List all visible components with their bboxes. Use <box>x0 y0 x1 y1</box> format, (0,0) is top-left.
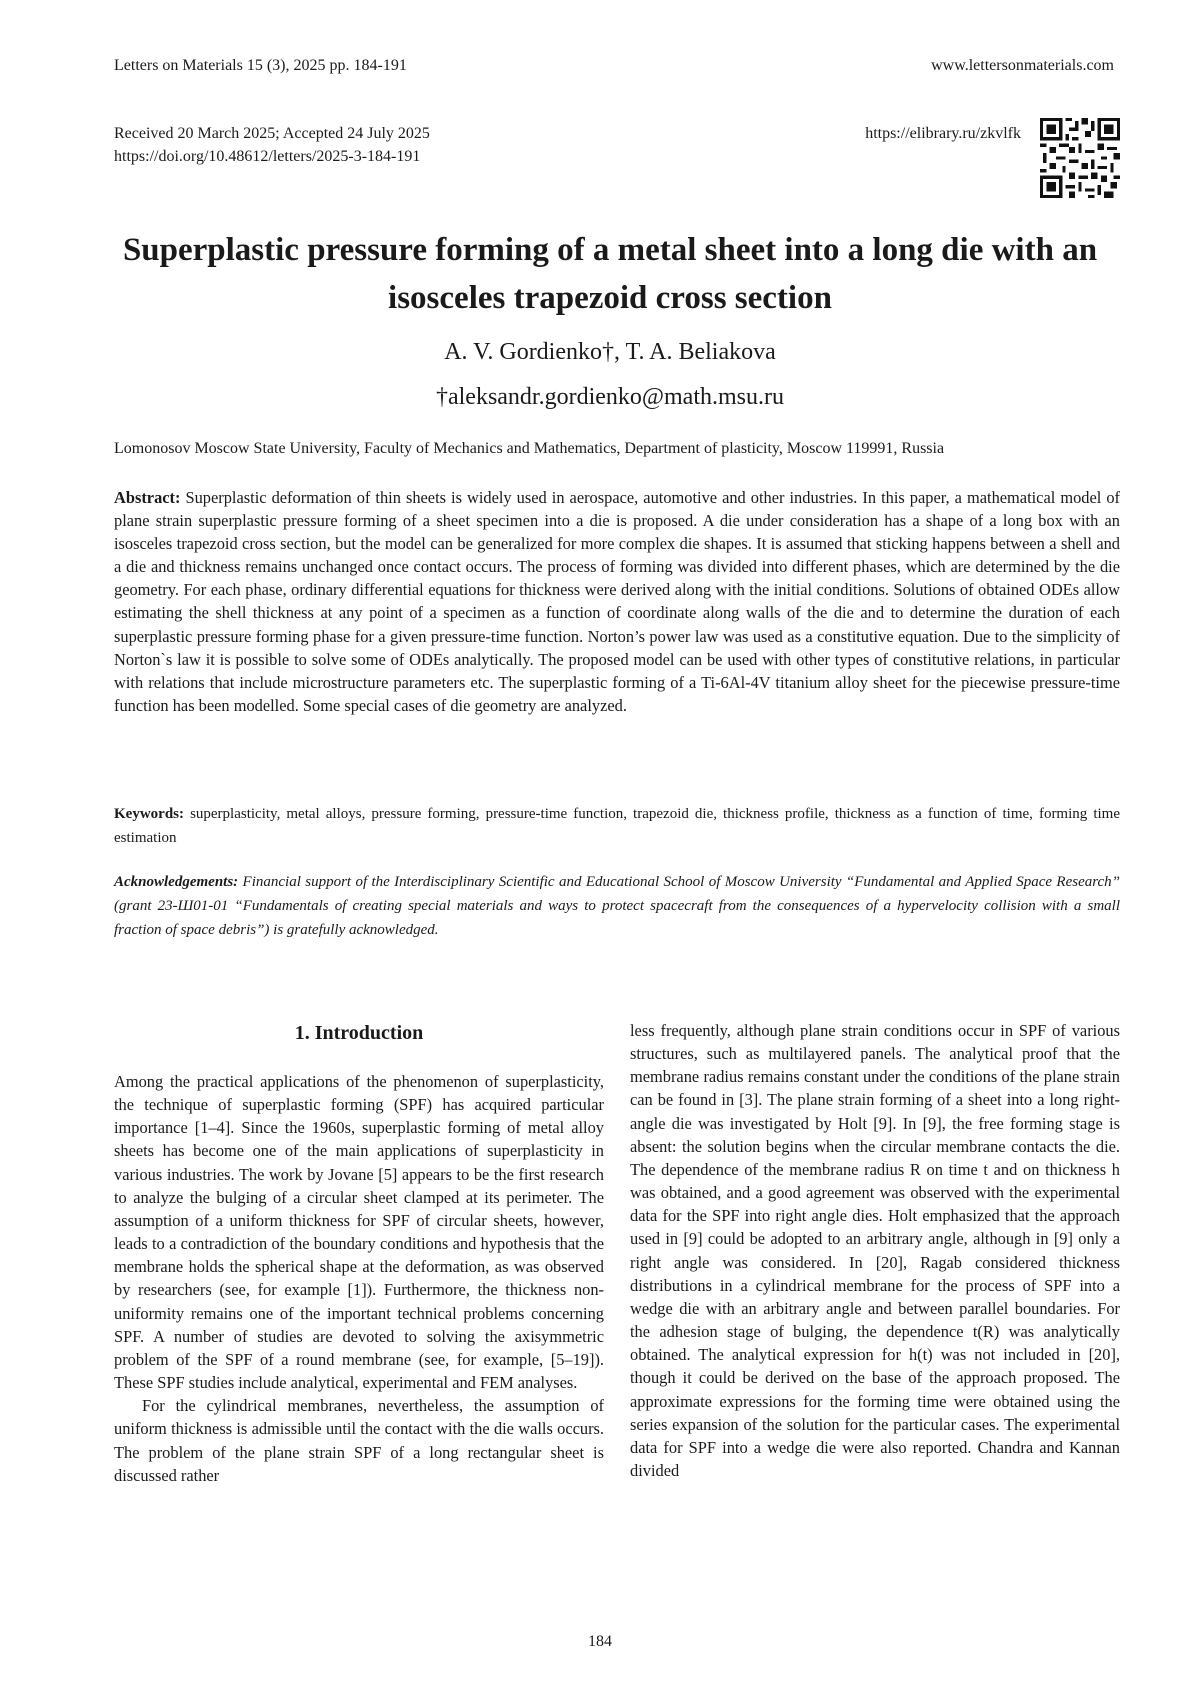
intro-paragraph-2: For the cylindrical membranes, nevertheless, the assumption of uniform thickness is admissible until the contact with the die walls occurs. The problem of the plane strain SPF of a long rectangular sheet is discussed rather <box>114 1396 604 1485</box>
right-column <box>630 1019 1120 1482</box>
acknowledgements-text: Financial support of the Interdisciplinary Scientific and Educational School of Moscow University “Fundamental and Applied Space Research” (grant 23-Ш01-01 “Fundamentals of creating special materials and ways to protect spacecraft from the consequences of a hypervelocity collision with a small fraction of space debris”) is gratefully acknowledged. <box>114 874 1121 938</box>
abstract <box>114 486 1120 717</box>
page-number: 184 <box>588 1633 612 1650</box>
keywords <box>114 802 1120 850</box>
keywords-label: Keywords: <box>114 806 184 822</box>
qr-code-icon <box>1040 118 1120 198</box>
doi-link[interactable]: https://doi.org/10.48612/letters/2025-3-184-191 <box>114 148 421 165</box>
website-link[interactable]: www.lettersonmaterials.com <box>931 57 1114 74</box>
received-dates: Received 20 March 2025; Accepted 24 July 2025 <box>114 125 430 142</box>
abstract-text: Superplastic deformation of thin sheets is widely used in aerospace, automotive and other industries. In this paper, a mathematical model of plane strain superplastic pressure forming of a sheet specimen into a die is proposed. A die under consideration has a shape of a long box with an isosceles trapezoid cross section, but the model can be generalized for more complex die shapes. It is assumed that sticking happens between a shell and a die and thickness remains unchanged once contact occurs. The process of forming was divided into different phases, which are determined by the die geometry. For each phase, ordinary differential equations for thickness were derived along with the initial conditions. Solutions of obtained ODEs allow estimating the shell thickness at any point of a specimen as a function of coordinate along walls of the die and to determine the duration of each superplastic pressure forming phase for a given pressure-time function. Norton’s power law was used as a constitutive equation. Due to the simplicity of Norton`s law it is possible to solve some of ODEs analytically. The proposed model can be used with other types of constitutive relations, in particular with relations that include microstructure parameters etc. The superplastic forming of a Ti-6Al-4V titanium alloy sheet for the piecewise pressure-time function has been modelled. Some special cases of die geometry are analyzed. <box>114 488 1120 715</box>
left-column <box>114 1020 604 1487</box>
article-meta <box>114 122 430 168</box>
authors: A. V. Gordienko†, T. A. Beliakova <box>444 339 776 365</box>
acknowledgements-label: Acknowledgements: <box>114 874 239 890</box>
elibrary-link[interactable]: https://elibrary.ru/zkvlfk <box>865 125 1021 142</box>
intro-paragraph-3: less frequently, although plane strain conditions occur in SPF of various structures, such as multilayered panels. The analytical proof that the membrane radius remains constant under the conditions of the plane strain can be found in [3]. The plane strain forming of a sheet into a long right-angle die was investigated by Holt [9]. In [9], the free forming stage is absent: the solution begins when the circular membrane contacts the die. The dependence of the membrane radius R on time t and on thickness h was obtained, and a good agreement was observed with the experimental data for the SPF into right angle dies. Holt emphasized that the approach used in [9] could be adopted to an arbitrary angle, although in [9] only a right angle was considered. In [20], Ragab considered thickness distributions in a cylindrical membrane for the process of SPF into a wedge die with an arbitrary angle and between parallel boundaries. For the adhesion stage of bulging, the dependence t(R) was analytically obtained. The analytical expression for h(t) was not included in [20], though it could be derived on the base of the approach proposed. The approximate expressions for the forming time were obtained using the series expansion of the solution for the particular cases. The experimental data for SPF into a wedge die were also reported. Chandra and Kannan divided <box>630 1021 1120 1480</box>
acknowledgements <box>114 870 1120 942</box>
keywords-text: superplasticity, metal alloys, pressure forming, pressure-time function, trapezoid die, thickness profile, thickness as a function of time, forming time estimation <box>114 806 1120 846</box>
affiliation: Lomonosov Moscow State University, Faculty of Mechanics and Mathematics, Department of plasticity, Moscow 119991, Russia <box>114 440 945 457</box>
paper-title: Superplastic pressure forming of a metal sheet into a long die with an isosceles trapezoid cross section <box>122 232 1098 316</box>
intro-paragraph-1: Among the practical applications of the phenomenon of superplasticity, the technique of superplastic forming (SPF) has acquired particular importance [1–4]. Since the 1960s, superplastic forming of metal alloy sheets has become one of the main applications of superplasticity in various industries. The work by Jovane [5] appears to be the first research to analyze the bulging of a circular sheet clamped at its perimeter. The assumption of a uniform thickness for SPF of circular sheets, however, leads to a contradiction of the boundary conditions and hypothesis that the membrane holds the spherical shape at the deformation, as was observed by researchers (see, for example [1]). Furthermore, the thickness non-uniformity remains one of the important technical problems concerning SPF. A number of studies are devoted to solving the axisymmetric problem of the SPF of a round membrane (see, for example, [5–19]). These SPF studies include analytical, experimental and FEM analyses. <box>114 1072 604 1393</box>
journal-header: Letters on Materials 15 (3), 2025 pp. 184-191 <box>114 57 407 74</box>
abstract-label: Abstract: <box>114 488 181 507</box>
section-heading: 1. Introduction <box>294 1022 424 1044</box>
author-email[interactable]: †aleksandr.gordienko@math.msu.ru <box>435 384 785 410</box>
